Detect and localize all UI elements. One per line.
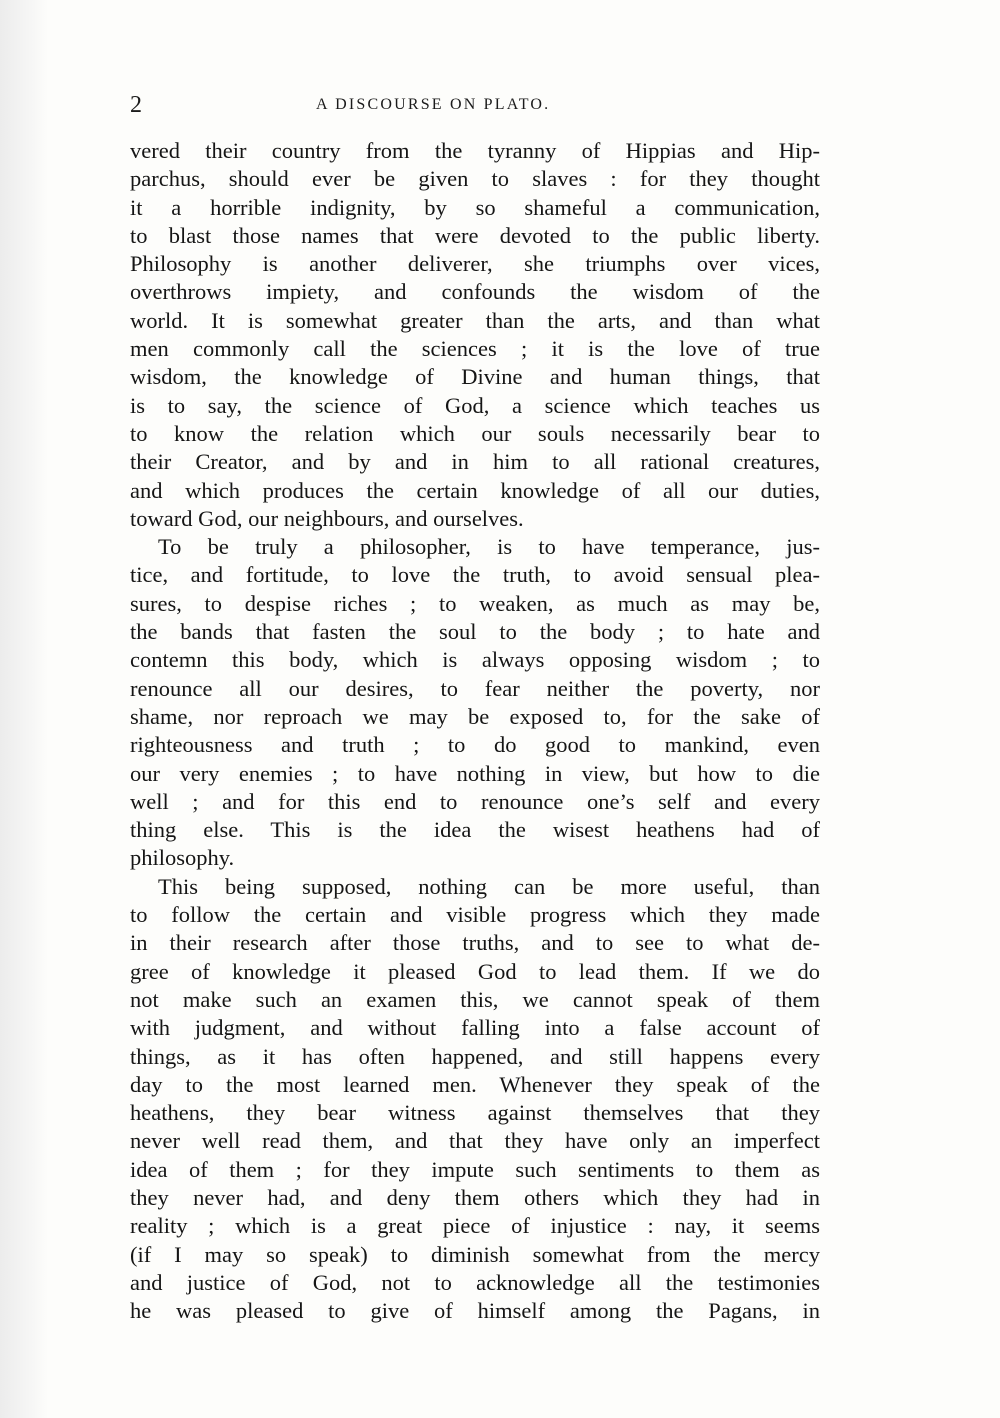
text-line: it a horrible indignity, by so shameful a communication, (130, 194, 820, 220)
text-line: with judgment, and without falling into a false account of (130, 1015, 820, 1041)
text-line: idea of them ; for they impute such sentiments to them as (130, 1156, 820, 1182)
text-line: to blast those names that were devoted to the public liberty. (130, 222, 820, 248)
text-line: things, as it has often happened, and still happens every (130, 1043, 820, 1069)
paragraph (130, 873, 820, 1326)
text-line: men commonly call the sciences ; it is the love of true (130, 336, 820, 362)
text-line: never well read them, and that they have only an imperfect (130, 1128, 820, 1154)
text-line: to follow the certain and visible progress which they made (130, 902, 820, 928)
text-line: reality ; which is a great piece of injustice : nay, it seems (130, 1213, 820, 1239)
text-line: and which produces the certain knowledge of all our duties, (130, 477, 820, 503)
text-line: gree of knowledge it pleased God to lead them. If we do (130, 958, 820, 984)
text-line: well ; and for this end to renounce one’s self and every (130, 788, 820, 814)
text-line: and justice of God, not to acknowledge all the testimonies (130, 1269, 820, 1295)
text-line: day to the most learned men. Whenever they speak of the (130, 1071, 820, 1097)
paragraph (130, 137, 820, 533)
running-header (130, 90, 820, 120)
text-line: tice, and fortitude, to love the truth, to avoid sensual plea- (130, 562, 820, 588)
text-line: not make such an examen this, we cannot speak of them (130, 986, 820, 1012)
text-line: the bands that fasten the soul to the body ; to hate and (130, 619, 820, 645)
text-line: they never had, and deny them others which they had in (130, 1184, 820, 1210)
text-line: philosophy. (130, 845, 235, 871)
text-line: shame, nor reproach we may be exposed to, for the sake of (130, 703, 820, 729)
text-line: Philosophy is another deliverer, she triumphs over vices, (130, 251, 820, 277)
text-line: wisdom, the knowledge of Divine and human things, that (130, 364, 820, 390)
page-gutter-shadow (0, 0, 48, 1418)
text-line: in their research after those truths, and to see to what de- (130, 930, 820, 956)
text-line: thing else. This is the idea the wisest heathens had of (130, 817, 820, 843)
text-line: parchus, should ever be given to slaves : for they thought (130, 166, 820, 192)
text-line: vered their country from the tyranny of Hippias and Hip- (130, 138, 820, 163)
text-line: our very enemies ; to have nothing in view, but how to die (130, 760, 820, 786)
text-line: overthrows impiety, and confounds the wisdom of the (130, 279, 820, 305)
paragraph (130, 533, 820, 873)
text-line: contemn this body, which is always opposing wisdom ; to (130, 647, 820, 673)
running-title: A DISCOURSE ON PLATO. (316, 96, 551, 113)
text-line: heathens, they bear witness against themselves that they (130, 1100, 820, 1126)
text-line: To be truly a philosopher, is to have temperance, jus- (158, 534, 820, 560)
text-line: toward God, our neighbours, and ourselves. (130, 505, 524, 531)
text-line: world. It is somewhat greater than the arts, and than what (130, 307, 820, 333)
text-line: This being supposed, nothing can be more useful, than (158, 873, 820, 899)
text-line: is to say, the science of God, a science which teaches us (130, 392, 820, 418)
text-line: righteousness and truth ; to do good to mankind, even (130, 732, 820, 758)
text-line: (if I may so speak) to diminish somewhat from the mercy (130, 1241, 820, 1267)
text-line: sures, to despise riches ; to weaken, as much as may be, (130, 590, 820, 616)
text-line: renounce all our desires, to fear neither the poverty, nor (130, 675, 820, 701)
page-number: 2 (130, 92, 142, 118)
text-line: he was pleased to give of himself among the Pagans, in (130, 1298, 820, 1324)
body-text (130, 137, 820, 1325)
text-line: to know the relation which our souls necessarily bear to (130, 420, 820, 446)
text-line: their Creator, and by and in him to all rational creatures, (130, 449, 820, 475)
